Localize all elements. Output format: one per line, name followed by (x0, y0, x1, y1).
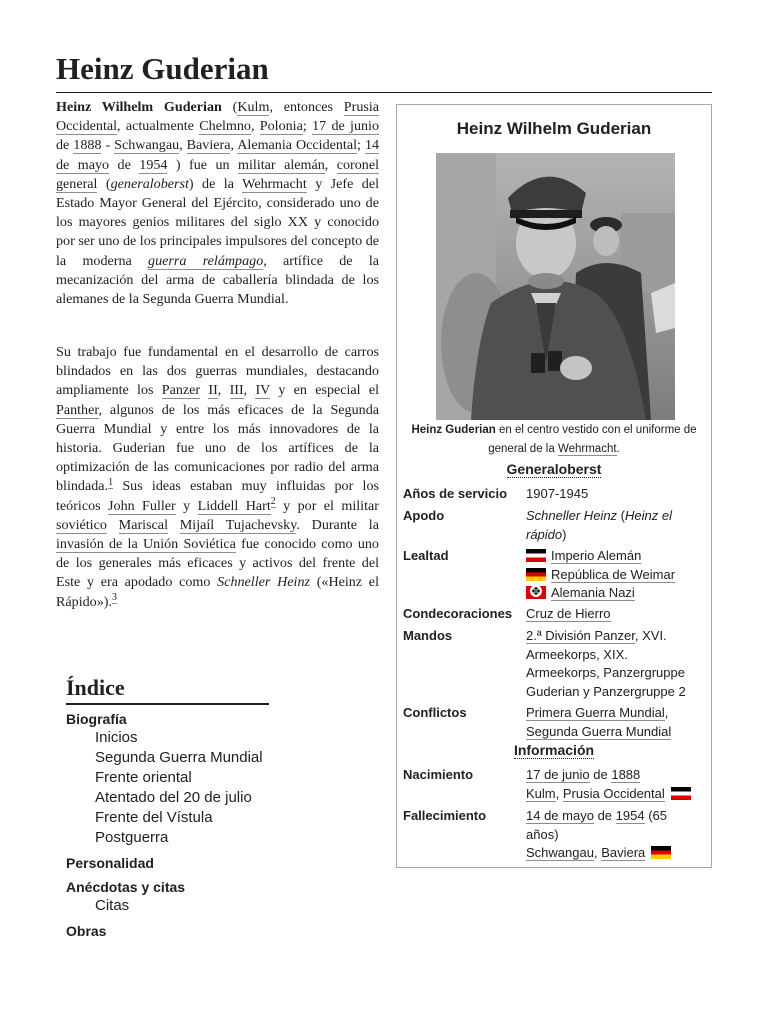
link-birth-year[interactable]: 1888 (73, 137, 102, 154)
reference-2[interactable]: 2 (270, 495, 276, 507)
value-conflictos: Primera Guerra Mundial, Segunda Guerra Mundial (526, 705, 672, 739)
link-nac-prusia[interactable]: Prusia Occidental (562, 785, 665, 801)
link-death-day[interactable]: 14 de mayo (56, 137, 380, 173)
toc-subitem-inicios[interactable]: Inicios (95, 729, 138, 746)
weimar-flag-icon (526, 568, 546, 581)
toc-subitem-atentado[interactable]: Atentado del 20 de julio (95, 789, 252, 806)
imperial-germany-flag-icon (526, 549, 546, 562)
toc-item-anecdotas[interactable]: Anécdotas y citas (66, 879, 186, 895)
photo-caption: Heinz Guderian en el centro vestido con el uniforme de general de la Wehrmacht. (411, 424, 697, 455)
link-division-panzer[interactable]: 2.ª División Panzer (526, 628, 635, 643)
link-panzer-iii[interactable]: III (229, 382, 244, 399)
body-paragraph: Su trabajo fue fundamental en el desarrollo de carros blindados en las dos guerras mundiales, destacando ampliamente los Panzer II, III, IV y en especial el Panther, algunos de los más eficaces de la Segunda Guerra Mundial y entre los más innovadores de la historia. Guderian fue uno de los artífices de la optimización de las comunicaciones por radio del arma blindada.$^1$ Sus ideas estaban muy influidas por los teóricos John Fuller y Liddell Hart$^2$ y por el militar soviético Mariscal Mijaíl Tujachevsky. Durante la invasión de la Unión Soviética fue conocido como uno de los generales más eficaces y activos del frente del Este y era apodado como Schneller Heinz («Heinz el Rápido»).$^3$ (56, 344, 380, 610)
toc-title: Índice (66, 675, 269, 705)
link-primera-guerra-mundial[interactable]: Primera Guerra Mundial (526, 705, 665, 720)
table-of-contents (66, 675, 336, 939)
link-alemania-occidental[interactable]: Alemania Occidental (237, 137, 358, 154)
link-chelmno[interactable]: Chelmno (199, 118, 251, 135)
link-nac-year[interactable]: 1888 (611, 767, 641, 782)
portrait-image (436, 153, 675, 420)
value-lealtad (526, 547, 701, 603)
link-birth-day[interactable]: 17 de junio (312, 118, 380, 135)
link-fal-schwangau[interactable]: Schwangau (526, 845, 594, 860)
reference-1[interactable]: 1 (108, 476, 114, 488)
value-mandos: 2.ª División Panzer, XVI. Armeekorps, XIX. Armeekorps, Panzergruppe Guderian y Panzergruppe 2 (526, 628, 686, 699)
toc-subitem-citas[interactable]: Citas (95, 897, 130, 914)
label-nacimiento: Nacimiento (403, 767, 474, 782)
value-condecoraciones (526, 605, 701, 624)
link-panzer[interactable]: Panzer (161, 382, 201, 399)
link-mariscal[interactable]: Mariscal (118, 516, 168, 533)
link-alemania-nazi[interactable]: Alemania Nazi (551, 585, 635, 600)
infobox (396, 104, 712, 868)
label-lealtad: Lealtad (403, 548, 449, 563)
link-baviera[interactable]: Baviera (186, 137, 231, 154)
link-sovietico[interactable]: soviético (56, 516, 107, 533)
value-apodo: Schneller Heinz (Heinz el rápido) (526, 508, 672, 542)
info-header: Información (513, 742, 595, 758)
subject-name: Heinz Wilhelm Guderian (56, 99, 222, 115)
value-anos-servicio: 1907-1945 (526, 486, 589, 501)
toc-subitem-segunda-guerra[interactable]: Segunda Guerra Mundial (95, 749, 263, 766)
caption-link-wehrmacht[interactable]: Wehrmacht (557, 443, 617, 455)
infobox-title: Heinz Wilhelm Guderian (456, 119, 652, 138)
link-invasion-union-sovietica[interactable]: invasión de la Unión Soviética (56, 536, 236, 553)
label-fallecimiento: Fallecimiento (403, 808, 487, 823)
link-panther[interactable]: Panther (56, 401, 99, 418)
germany-flag-icon (651, 846, 671, 859)
link-nac-kulm[interactable]: Kulm (526, 785, 556, 801)
toc-item-obras[interactable]: Obras (66, 923, 107, 939)
label-mandos: Mandos (403, 628, 453, 643)
link-fal-year[interactable]: 1954 (615, 808, 645, 823)
label-anos-servicio: Años de servicio (403, 486, 508, 501)
label-conflictos: Conflictos (403, 705, 467, 720)
link-schwangau[interactable]: Schwangau (114, 137, 180, 154)
reference-3[interactable]: 3 (111, 591, 117, 603)
portrait-photo[interactable] (436, 153, 675, 420)
imperial-germany-flag-icon (671, 787, 691, 800)
link-john-fuller[interactable]: John Fuller (108, 497, 176, 514)
link-liddell-hart[interactable]: Liddell Hart (197, 497, 271, 514)
label-condecoraciones: Condecoraciones (403, 606, 513, 621)
link-fal-day[interactable]: 14 de mayo (526, 808, 594, 823)
link-panzer-iv[interactable]: IV (255, 382, 271, 399)
value-nacimiento: 17 de junio de 1888 Kulm, Prusia Occidental (526, 766, 701, 803)
toc-item-biografia[interactable]: Biografía (66, 711, 127, 727)
link-panzer-ii[interactable]: II (208, 382, 218, 399)
link-militar-aleman[interactable]: militar alemán (238, 156, 325, 173)
link-cruz-de-hierro[interactable]: Cruz de Hierro (526, 606, 611, 621)
link-segunda-guerra-mundial[interactable]: Segunda Guerra Mundial (526, 723, 672, 739)
link-guerra-relampago[interactable]: guerra relámpago (148, 252, 264, 269)
value-fallecimiento: 14 de mayo de 1954 (65 años) Schwangau, Baviera (526, 807, 701, 863)
link-republica-weimar[interactable]: República de Weimar (551, 566, 676, 582)
link-coronel-general[interactable]: coronel general (56, 156, 380, 192)
link-kulm[interactable]: Kulm (237, 99, 270, 115)
link-prusia-occidental[interactable]: Prusia Occidental (56, 99, 380, 135)
page-title: Heinz Guderian (56, 50, 712, 93)
link-fal-baviera[interactable]: Baviera (601, 845, 646, 860)
nazi-germany-flag-icon (526, 586, 546, 599)
link-wehrmacht[interactable]: Wehrmacht (242, 175, 307, 192)
toc-subitem-postguerra[interactable]: Postguerra (95, 829, 169, 846)
rank-header: Generaloberst (506, 461, 602, 477)
link-polonia[interactable]: Polonia (259, 118, 303, 135)
link-imperio-aleman[interactable]: Imperio Alemán (551, 548, 642, 563)
intro-paragraph: Heinz Wilhelm Guderian (Kulm, entonces Prusia Occidental, actualmente Chelmno, Polonia; 17 de junio de 1888 - Schwangau, Baviera, Alemania Occidental; 14 de mayo de 1954 ) fue un militar alemán, coronel general (generaloberst) de la Wehrmacht y Jefe del Estado Mayor General del Ejército, considerado uno de los mayores genios militares del siglo XX y conocido por ser uno de los principales impulsores del concepto de la moderna guerra relámpago, artífice de la mecanización del arma de caballería blindada de los alemanes de la Segunda Guerra Mundial. (56, 99, 380, 308)
link-tujachevsky[interactable]: Mijaíl Tujachevsky (179, 516, 297, 533)
toc-item-personalidad[interactable]: Personalidad (66, 855, 154, 871)
link-death-year[interactable]: 1954 (139, 156, 168, 173)
label-apodo: Apodo (403, 508, 445, 523)
toc-subitem-frente-vistula[interactable]: Frente del Vístula (95, 809, 213, 826)
toc-subitem-frente-oriental[interactable]: Frente oriental (95, 769, 192, 786)
link-nac-day[interactable]: 17 de junio (526, 767, 590, 782)
